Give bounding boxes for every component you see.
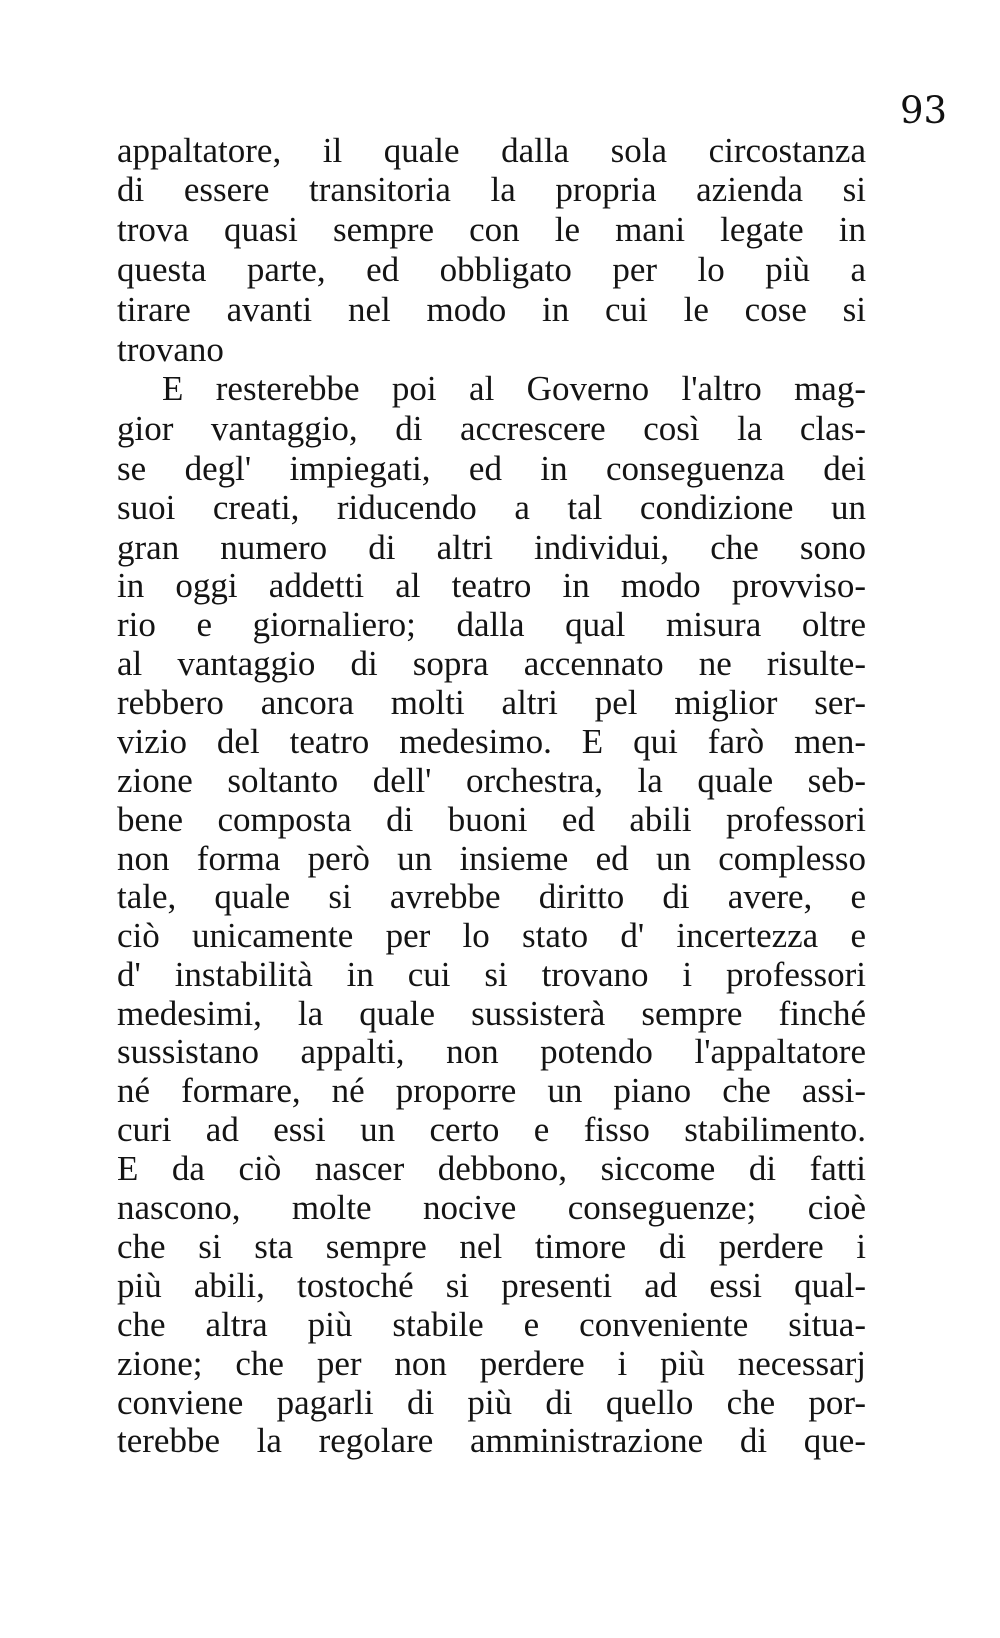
text-line: che si sta sempre nel timore di perdere i	[117, 1227, 866, 1266]
text-line: zione; che per non perdere i più necessarj	[117, 1344, 866, 1383]
text-line: terebbe la regolare amministrazione di que-	[117, 1421, 866, 1460]
text-line: vizio del teatro medesimo. E qui farò men-	[117, 722, 866, 761]
text-line: appaltatore, il quale dalla sola circostanza	[117, 131, 866, 170]
text-line: E resterebbe poi al Governo l'altro mag-	[162, 369, 866, 408]
text-line: questa parte, ed obbligato per lo più a	[117, 250, 866, 289]
text-line: conviene pagarli di più di quello che por-	[117, 1383, 866, 1422]
text-line: di essere transitoria la propria azienda si	[117, 170, 866, 209]
text-line: suoi creati, riducendo a tal condizione un	[117, 488, 866, 527]
text-line: che altra più stabile e conveniente situa-	[117, 1305, 866, 1344]
text-line: rio e giornaliero; dalla qual misura oltre	[117, 605, 866, 644]
text-line: gior vantaggio, di accrescere così la clas-	[117, 409, 866, 448]
text-line: d' instabilità in cui si trovano i professori	[117, 955, 866, 994]
text-line: trova quasi sempre con le mani legate in	[117, 210, 866, 249]
text-line: curi ad essi un certo e fisso stabilimento.	[117, 1110, 866, 1149]
text-line: E da ciò nascer debbono, siccome di fatti	[117, 1149, 866, 1188]
text-line: gran numero di altri individui, che sono	[117, 528, 866, 567]
text-line: sussistano appalti, non potendo l'appaltatore	[117, 1032, 866, 1071]
text-line: ciò unicamente per lo stato d' incertezza e	[117, 916, 866, 955]
text-line: più abili, tostoché si presenti ad essi qual-	[117, 1266, 866, 1305]
text-line: medesimi, la quale sussisterà sempre finché	[117, 994, 866, 1033]
text-line: bene composta di buoni ed abili professori	[117, 800, 866, 839]
text-line: al vantaggio di sopra accennato ne risulte-	[117, 644, 866, 683]
text-line: rebbero ancora molti altri pel miglior ser-	[117, 683, 866, 722]
text-line: nascono, molte nocive conseguenze; cioè	[117, 1188, 866, 1227]
text-line: trovano	[117, 330, 224, 369]
text-line: zione soltanto dell' orchestra, la quale seb-	[117, 761, 866, 800]
page-number: 93	[900, 89, 948, 132]
text-line: né formare, né proporre un piano che assi-	[117, 1071, 866, 1110]
text-line: non forma però un insieme ed un complesso	[117, 839, 866, 878]
text-line: se degl' impiegati, ed in conseguenza dei	[117, 449, 866, 488]
text-line: tirare avanti nel modo in cui le cose si	[117, 290, 866, 329]
text-line: tale, quale si avrebbe diritto di avere, e	[117, 877, 866, 916]
text-line: in oggi addetti al teatro in modo provviso-	[117, 566, 866, 605]
